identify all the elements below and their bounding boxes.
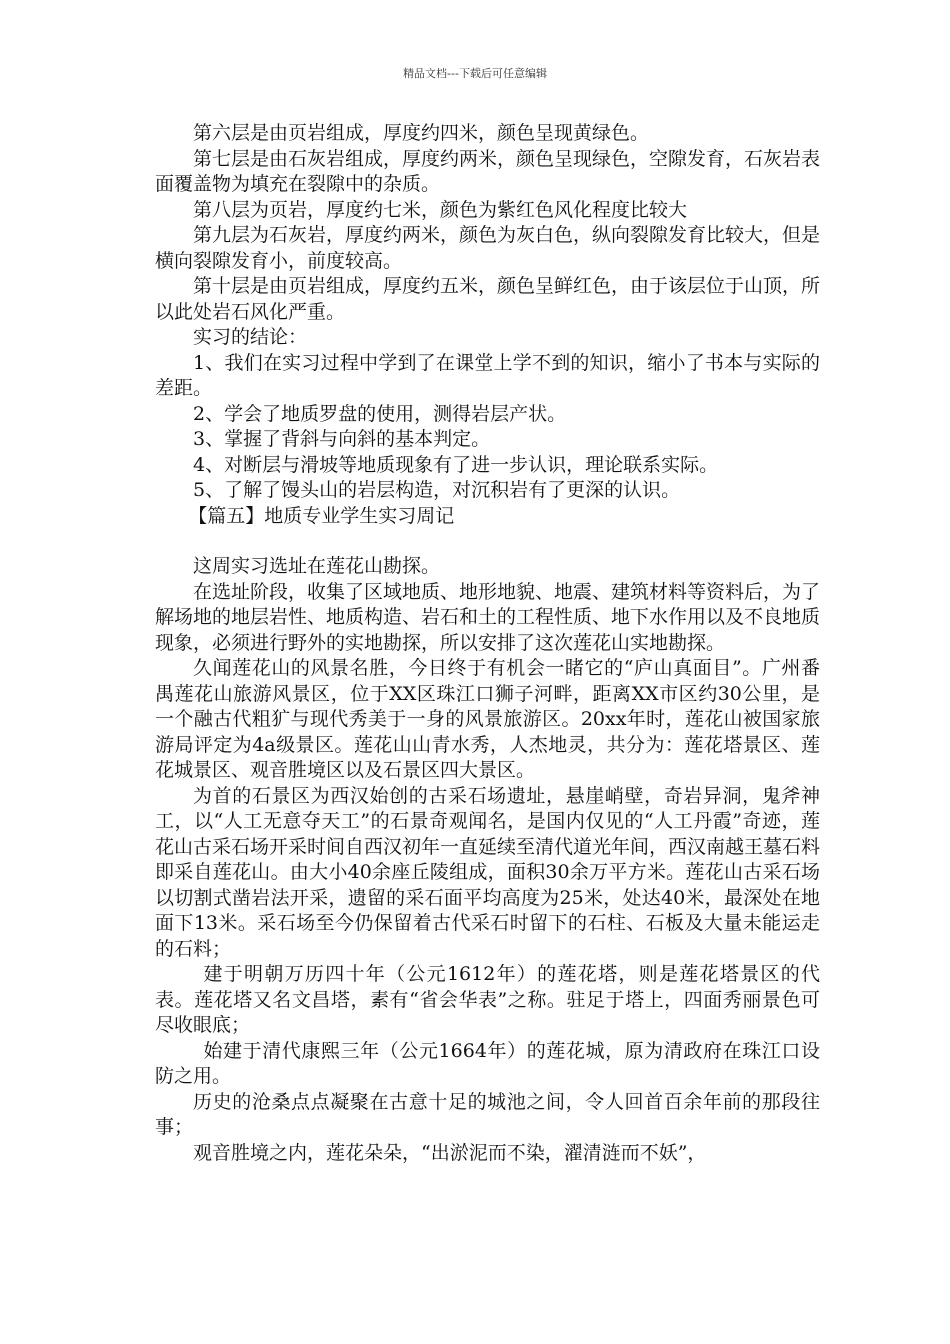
paragraph: 第八层为页岩，厚度约七米，颜色为紫红色风化程度比较大 [193, 198, 688, 221]
paragraph: 始建于清代康熙三年（公元1664年）的莲花城，原为清政府在珠江口设防之用。 [155, 1039, 820, 1087]
spacer [155, 529, 820, 554]
list-item: 5、了解了馒头山的岩层构造，对沉积岩有了更深的认识。 [193, 479, 681, 501]
list-item: 3、掌握了背斜与向斜的基本判定。 [193, 428, 491, 450]
paragraph: 第十层是由页岩组成，厚度约五米，颜色呈鲜红色，由于该层位于山顶，所以此处岩石风化严重。 [155, 275, 821, 323]
paragraph: 建于明朝万历四十年（公元1612年）的莲花塔，则是莲花塔景区的代表。莲花塔又名文昌塔，素有“省会华表”之称。驻足于塔上，四面秀丽景色可尽收眼底； [155, 963, 820, 1036]
paragraph: 第九层为石灰岩，厚度约两米，颜色为灰白色，纵向裂隙发育比较大，但是横向裂隙发育小，前度较高。 [155, 224, 821, 272]
paragraph: 历史的沧桑点点凝聚在古意十足的城池之间，令人回首百余年前的那段往事； [155, 1090, 820, 1138]
list-item: 1、我们在实习过程中学到了在课堂上学不到的知识，缩小了书本与实际的差距。 [155, 351, 820, 399]
article-title: 【篇五】地质专业学生实习周记 [188, 504, 455, 527]
page-header: 精品文档---下载后可任意编辑 [403, 67, 547, 80]
section-heading: 实习的结论： [193, 326, 308, 348]
list-item: 2、学会了地质罗盘的使用，测得岩层产状。 [193, 402, 567, 425]
paragraph: 第六层是由页岩组成，厚度约四米，颜色呈现黄绿色。 [193, 122, 650, 144]
document-body [155, 121, 820, 1166]
paragraph: 为首的石景区为西汉始创的古采石场遗址，悬崖峭壁，奇岩异洞，鬼斧神工，以“人工无意夺天工”的石景奇观闻名，是国内仅见的“人工丹霞”奇迹，莲花山古采石场开采时间自西汉初年一直延续至清代道光年间，西汉南越王墓石料即采自莲花山。由大小40余座丘陵组成，面积30余万平方米。莲花山古采石场以切割式凿岩法开采，遗留的采石面平均高度为25米，处达40米，最深处在地面下13米。采石场至今仍保留着古代采石时留下的石柱、石板及大量未能运走的石料； [155, 784, 821, 960]
paragraph: 观音胜境之内，莲花朵朵，“出淤泥而不染，濯清涟而不妖”， [193, 1141, 707, 1164]
list-item: 4、对断层与滑坡等地质现象有了进一步认识，理论联系实际。 [193, 453, 719, 476]
paragraph: 久闻莲花山的风景名胜，今日终于有机会一睹它的“庐山真面目”。广州番禺莲花山旅游风景区，位于XX区珠江口狮子河畔，距离XX市区约30公里，是一个融古代粗犷与现代秀美于一身的风景旅游区。20xx年时，莲花山被国家旅游局评定为4a级景区。莲花山山青水秀，人杰地灵，共分为：莲花塔景区、莲花城景区、观音胜境区以及石景区四大景区。 [155, 657, 820, 781]
paragraph: 第七层是由石灰岩组成，厚度约两米，颜色呈现绿色，空隙发育，石灰岩表面覆盖物为填充在裂隙中的杂质。 [155, 147, 821, 195]
paragraph: 这周实习选址在莲花山勘探。 [193, 555, 441, 577]
paragraph: 在选址阶段，收集了区域地质、地形地貌、地震、建筑材料等资料后，为了解场地的地层岩性、地质构造、岩石和土的工程性质、地下水作用以及不良地质现象，必须进行野外的实地勘探，所以安排了这次莲花山实地勘探。 [155, 580, 821, 654]
